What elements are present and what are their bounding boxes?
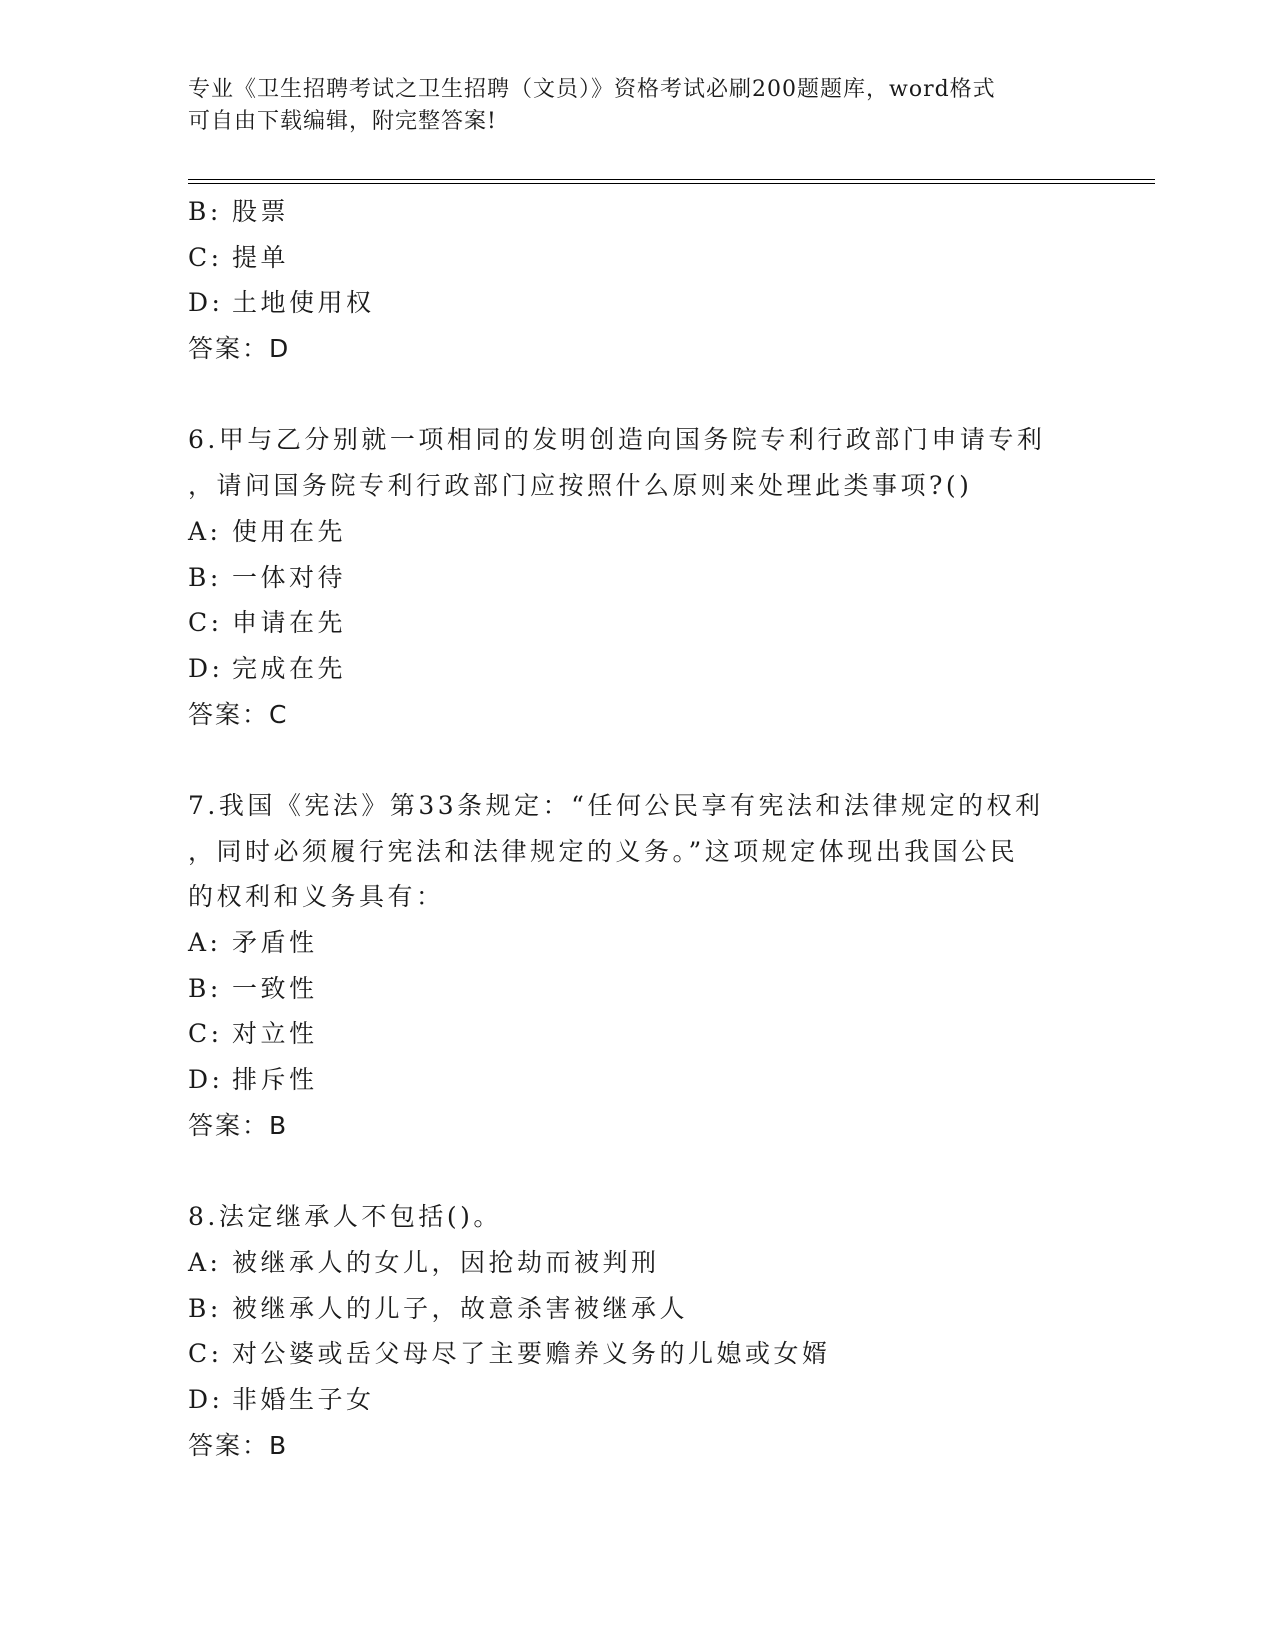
option-text: 非婚生子女 <box>232 1384 375 1414</box>
option-letter: D: <box>188 1384 224 1414</box>
option-text: 被继承人的女儿，因抢劫而被判刑 <box>232 1247 660 1277</box>
spacer <box>188 372 1088 418</box>
question-text-line-3: 的权利和义务具有： <box>188 882 445 912</box>
answer-line: 答案：C <box>188 699 289 729</box>
option-letter: B: <box>188 1293 222 1323</box>
option-c <box>188 600 1088 646</box>
question-text-line-1: 8.法定继承人不包括()。 <box>188 1202 502 1232</box>
option-text: 申请在先 <box>232 608 347 638</box>
answer-line: 答案：D <box>188 334 291 364</box>
question-7 <box>188 783 1088 1149</box>
option-letter: B: <box>188 197 222 226</box>
option-text: 一致性 <box>232 973 318 1003</box>
option-text: 被继承人的儿子，故意杀害被继承人 <box>232 1293 689 1323</box>
question-text-line-2: ，同时必须履行宪法和法律规定的义务。”这项规定体现出我国公民 <box>188 836 1019 866</box>
header-divider-bottom <box>188 183 1155 184</box>
option-letter: A: <box>188 1247 222 1277</box>
option-text: 使用在先 <box>232 516 347 546</box>
option-d <box>188 280 1088 326</box>
option-text: 土地使用权 <box>232 288 375 318</box>
option-d <box>188 1377 1088 1423</box>
question-list <box>188 189 1088 1468</box>
option-letter: C: <box>188 608 223 638</box>
option-text: 排斥性 <box>232 1065 318 1095</box>
option-c <box>188 1011 1088 1057</box>
option-text: 对公婆或岳父母尽了主要赡养义务的儿媳或女婿 <box>232 1339 831 1369</box>
option-a <box>188 920 1088 966</box>
spacer <box>188 737 1088 783</box>
header-divider-top <box>188 179 1155 180</box>
option-letter: C: <box>188 242 223 272</box>
option-text: 一体对待 <box>232 562 347 592</box>
document-header <box>188 74 1068 138</box>
option-letter: D: <box>188 1065 224 1095</box>
question-partial <box>188 189 1088 372</box>
option-letter: C: <box>188 1019 223 1049</box>
header-line-2: 可自由下载编辑，附完整答案! <box>188 109 497 134</box>
option-a <box>188 1240 1088 1286</box>
option-b <box>188 555 1088 601</box>
option-letter: A: <box>188 928 222 957</box>
option-a <box>188 509 1088 555</box>
option-text: 对立性 <box>232 1019 318 1049</box>
question-6 <box>188 417 1088 737</box>
option-letter: A: <box>188 516 222 546</box>
answer-line: 答案：B <box>188 1430 289 1460</box>
option-b <box>188 189 1088 235</box>
option-c <box>188 235 1088 281</box>
option-c <box>188 1331 1088 1377</box>
option-d <box>188 1057 1088 1103</box>
question-text-line-2: ，请问国务院专利行政部门应按照什么原则来处理此类事项?() <box>188 471 973 501</box>
option-text: 矛盾性 <box>232 928 318 957</box>
question-text-line-1: 7.我国《宪法》第33条规定：“任何公民享有宪法和法律规定的权利 <box>188 790 1044 820</box>
option-text: 提单 <box>232 242 290 272</box>
option-b <box>188 1286 1088 1332</box>
answer-line: 答案：B <box>188 1110 289 1140</box>
option-letter: D: <box>188 288 224 318</box>
option-text: 完成在先 <box>232 653 347 683</box>
option-letter: B: <box>188 562 222 592</box>
header-line-1: 专业《卫生招聘考试之卫生招聘（文员）》资格考试必刷200题题库，word格式 <box>188 77 996 102</box>
option-letter: B: <box>188 973 222 1003</box>
option-letter: C: <box>188 1339 223 1369</box>
option-b <box>188 966 1088 1012</box>
question-text-line-1: 6.甲与乙分别就一项相同的发明创造向国务院专利行政部门申请专利 <box>188 425 1046 455</box>
option-d <box>188 646 1088 692</box>
spacer <box>188 1148 1088 1194</box>
option-text: 股票 <box>232 197 290 226</box>
question-8 <box>188 1194 1088 1468</box>
option-letter: D: <box>188 653 224 683</box>
